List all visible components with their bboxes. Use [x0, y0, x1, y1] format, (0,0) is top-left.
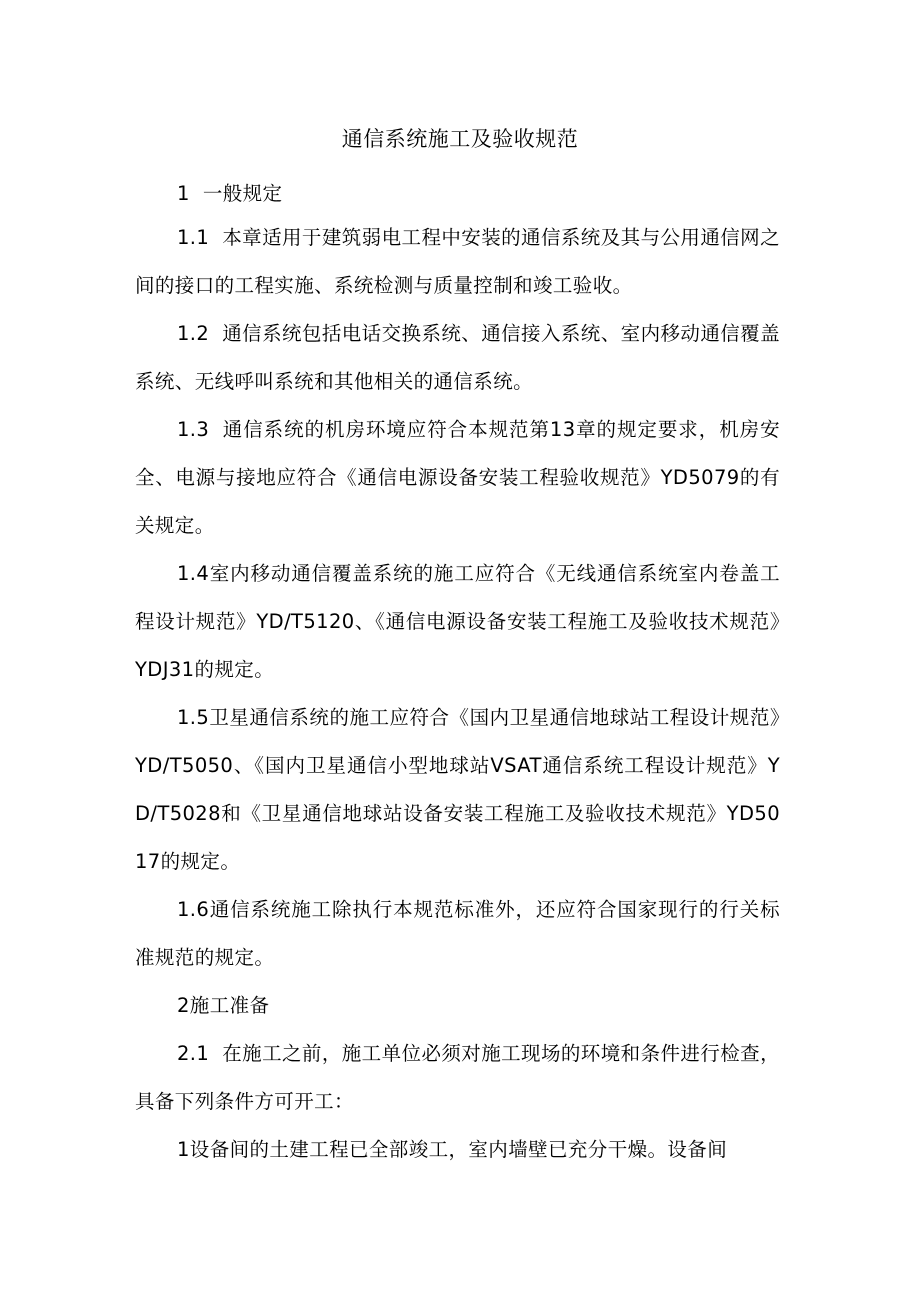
- paragraph-text: 本章适用于建筑弱电工程中安装的通信系统及其与公用通信网之间的接口的工程实施、系统检测与质量控制和竣工验收。: [135, 226, 780, 297]
- paragraph-1-2: [135, 310, 780, 406]
- paragraph-2-1: [135, 1030, 780, 1126]
- paragraph-text: 通信系统包括电话交换系统、通信接入系统、室内移动通信覆盖系统、无线呼叫系统和其他相关的通信系统。: [135, 322, 780, 393]
- section-heading-2: 2施工准备: [177, 994, 270, 1017]
- paragraph-number: 2.1: [177, 1042, 210, 1065]
- paragraph-number: 1.1: [177, 226, 210, 249]
- paragraph-text: 在施工之前，施工单位必须对施工现场的环境和条件进行检查，具备下列条件方可开工：: [135, 1042, 780, 1113]
- paragraph-1-6: 1.6通信系统施工除执行本规范标准外，还应符合国家现行的行关标准规范的规定。: [135, 898, 780, 969]
- document-title: 通信系统施工及验收规范: [341, 127, 579, 151]
- paragraph-item-1: 1设备间的土建工程已全部竣工，室内墙壁已充分干燥。设备间: [177, 1138, 728, 1161]
- section-heading-1: [135, 170, 780, 218]
- paragraph-text: 通信系统的机房环境应符合本规范第13章的规定要求，机房安全、电源与接地应符合《通信电源设备安装工程验收规范》YD5079的有关规定。: [135, 418, 780, 537]
- paragraph-number: 1.3: [177, 418, 210, 441]
- paragraph-number: 1: [177, 182, 190, 205]
- paragraph-1-3: [135, 406, 780, 550]
- paragraph-1-5: 1.5卫星通信系统的施工应符合《国内卫星通信地球站工程设计规范》YD/T5050、《国内卫星通信小型地球站VSAT通信系统工程设计规范》YD/T5028和《卫星通信地球站设备安装工程施工及验收技术规范》YD5017的规定。: [135, 706, 780, 873]
- paragraph-number: 1.2: [177, 322, 210, 345]
- paragraph-1-4: 1.4室内移动通信覆盖系统的施工应符合《无线通信系统室内卷盖工程设计规范》YD/T5120、《通信电源设备安装工程施工及验收技术规范》YDJ31的规定。: [135, 562, 780, 681]
- paragraph-1-1: [135, 214, 780, 310]
- paragraph-text: 一般规定: [202, 182, 283, 205]
